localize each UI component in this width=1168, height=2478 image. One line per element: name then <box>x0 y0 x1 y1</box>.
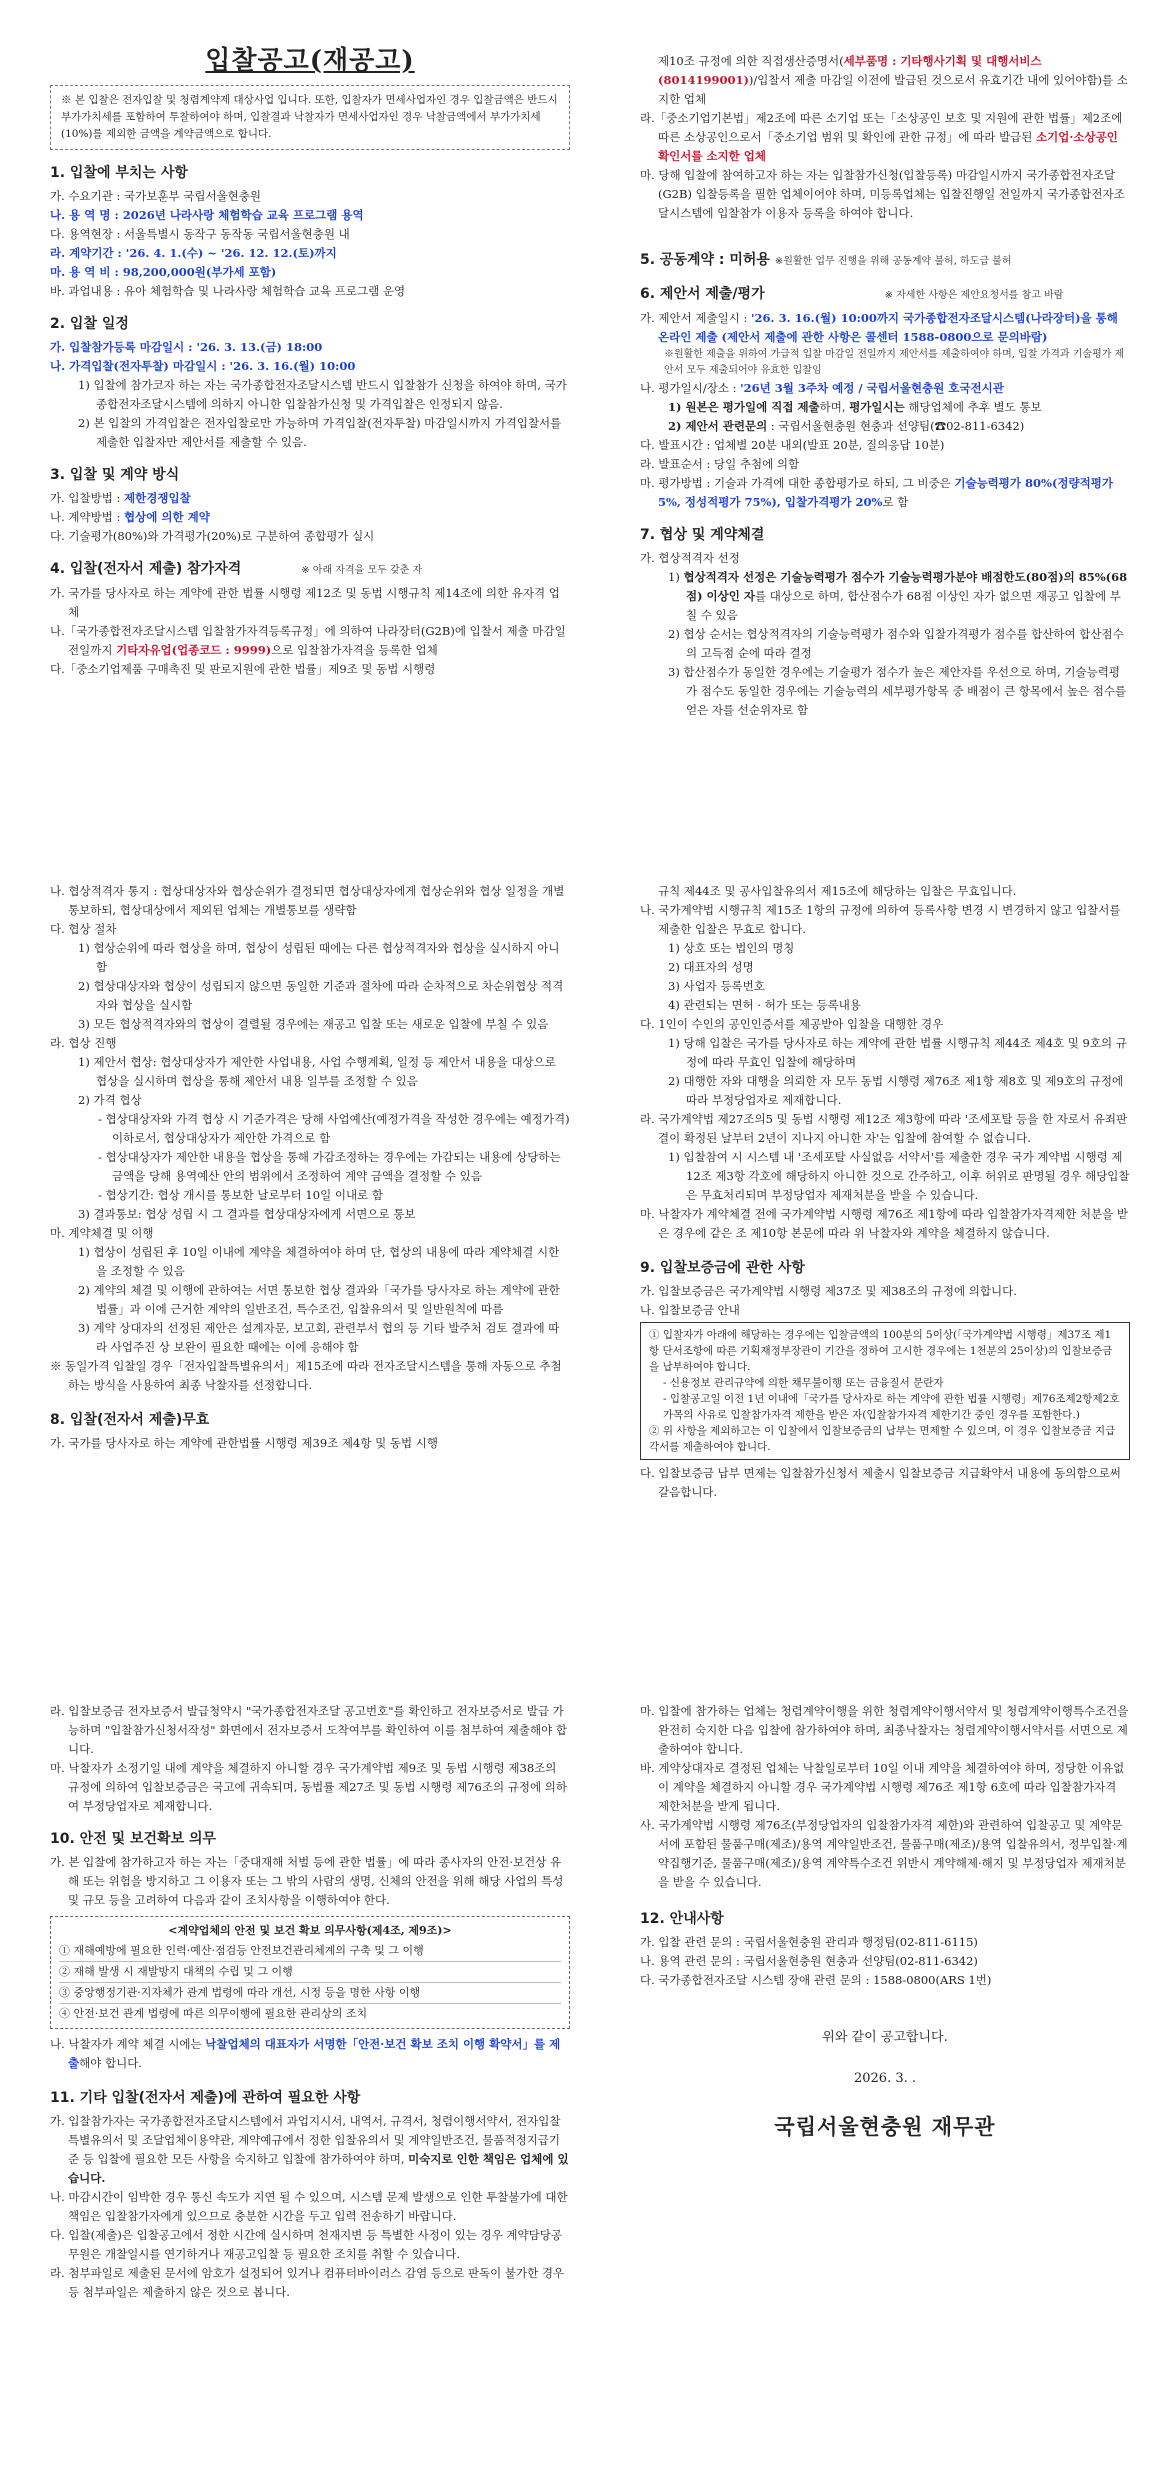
s6-subitem: 2) 제안서 관련문의 : 국립서울현충원 현충과 선양팀(☎02-811-6342) <box>668 419 1025 433</box>
s8-item: 다. 1인이 수인의 공인인증서를 제공받아 입찰을 대행한 경우 <box>640 1017 944 1031</box>
s6-item: 다. 발표시간 : 업체별 20분 내외(발표 20분, 질의응답 10분) <box>640 438 945 452</box>
deposit-guide-line: - 입찰공고일 이전 1년 이내에「국가를 당사자로 하는 계약에 관한 법률 시행령」제76조제2항제2호가목의 사유로 입찰참가자격 제한을 받은 자(입찰참가자격 제한기간 중인 경우를 포함한다.) <box>663 1393 1120 1421</box>
s9-item: 가. 입찰보증금은 국가계약법 시행령 제37조 및 제38조의 규정에 의합니다. <box>640 1284 1017 1298</box>
page-1-right-column <box>640 52 1130 720</box>
safety-duty-box-title: <계약업체의 안전 및 보건 확보 의무사항(제4조, 제9조)> <box>168 1924 452 1937</box>
s4-item: 가. 국가를 당사자로 하는 계약에 관한 법률 시행령 제12조 및 동법 시행규칙 제14조에 의한 유자격 업체 <box>50 586 560 619</box>
s11-item: 사. 국가계약법 시행령 제76조(부정당업자의 입찰참가자격 제한)와 관련하여 입찰공고 및 계약문서에 포함된 물품구매(제조)/용역 계약일반조건, 물품구매(제조)/용역 입찰유의서, 정부입찰·계약집행기준, 물품구매(제조)/용역 계약특수조건 위반시 계약해제·해지 및 부정당업자 제재처분을 받을 수 있습니다. <box>640 1818 1128 1889</box>
s7-subitem: 3) 계약 상대자의 선정된 제안은 설계자문, 보고회, 관련부서 협의 등 기타 발주처 검토 결과에 따라 사업주진 상 보완이 필요한 때에는 이에 응해야 함 <box>78 1321 560 1354</box>
section-3-heading: 3. 입찰 및 계약 방식 <box>50 467 180 483</box>
s11-item: 마. 입찰에 참가하는 업체는 청렴계약이행을 위한 청렴계약이행서약서 및 청렴계약이행특수조건을 완전히 숙지한 다음 입찰에 참가하여야 하며, 최종낙찰자는 청렴계약이행서약서를 서면으로 제출하여야 합니다. <box>640 1704 1129 1756</box>
s7-note: ※ 동일가격 입찰일 경우「전자입찰특별유의서」제15조에 따라 전자조달시스템을 통해 자동으로 추첨하는 방식을 사용하여 최종 낙찰자를 선정합니다. <box>50 1359 562 1392</box>
s8-subitem: 2) 대행한 자와 대행을 의뢰한 자 모두 동법 시행령 제76조 제1항 제8호 및 제9호의 규정에 따라 부정당업자로 제재합니다. <box>668 1074 1124 1107</box>
s2-item: 가. 입찰참가등록 마감일시 : '26. 3. 13.(금) 18:00 <box>50 340 323 354</box>
section-5-heading: 5. 공동계약 : 미허용 ※원활한 업무 진행을 위해 공동계약 불허, 하도급 불허 <box>640 252 1012 268</box>
s1-item: 다. 용역현장 : 서울특별시 동작구 동작동 국립서울현충원 내 <box>50 227 350 241</box>
page-1 <box>0 0 1168 810</box>
s8-item: 가. 국가를 당사자로 하는 계약에 관한법률 시행령 제39조 제4항 및 동법 시행 <box>50 1436 438 1450</box>
s6-item: 라. 발표순서 : 당일 추첨에 의함 <box>640 457 800 471</box>
section-4-heading: 4. 입찰(전자서 제출) 참가자격 ※ 아래 자격을 모두 갖춘 자 <box>50 561 423 577</box>
s4-item: 나.「국가종합전자조달시스템 입찰참가자격등록규정」에 의하여 나라장터(G2B)에 입찰서 제출 마감일 전일까지 기타자유업(업종코드 : 9999)으로 입찰참가자격을 등록한 업체 <box>50 624 566 657</box>
s1-item: 마. 용 역 비 : 98,200,000원(부가세 포함) <box>50 265 277 279</box>
s6-subitem: 1) 원본은 평가일에 직접 제출하며, 평가일시는 해당업체에 추후 별도 통보 <box>668 400 1042 414</box>
s3-item: 다. 기술평가(80%)와 가격평가(20%)로 구분하여 종합평가 실시 <box>50 529 375 543</box>
s8-subitem: 1) 당해 입찰은 국가를 당사자로 하는 계약에 관한 법률 시행규칙 제44조 제4호 및 9호의 규정에 따라 무효인 입찰에 해당하며 <box>668 1036 1127 1069</box>
s8-item: 나. 국가계약법 시행규칙 제15조 1항의 규정에 의하여 등록사항 변경 시 변경하지 않고 입찰서를 제출한 입찰은 무효로 합니다. <box>640 903 1121 936</box>
section-11-heading: 11. 기타 입찰(전자서 제출)에 관하여 필요한 사항 <box>50 2090 361 2106</box>
s6-item: 나. 평가일시/장소 : '26년 3월 3주차 예정 / 국립서울현충원 호국전시관 <box>640 381 1004 395</box>
deposit-guide-line: ① 입찰자가 아래에 해당하는 경우에는 입찰금액의 100분의 5이상(「국가계약법 시행령」제37조 제1항 단서조항에 따른 기획재정부장관이 기간을 정하여 고시한 경우에는 1천분의 25이상)의 입찰보증금을 납부하여야 합니다. <box>649 1329 1113 1373</box>
page-3-left-column <box>50 1702 570 2302</box>
s10-item: 나. 낙찰자가 계약 체결 시에는 낙찰업체의 대표자가 서명한「안전·보건 확보 조치 이행 확약서」를 제출해야 합니다. <box>50 2037 561 2070</box>
s7-bullet: - 협상기간: 협상 개시를 통보한 날로부터 10일 이내로 함 <box>98 1188 383 1202</box>
section-7-heading: 7. 협상 및 계약체결 <box>640 527 765 543</box>
safety-duty-item: ② 재해 발생 시 재발방지 대책의 수립 및 그 이행 <box>59 1962 561 1983</box>
s7-item: 나. 협상적격자 통지 : 협상대상자와 협상순위가 결정되면 협상대상자에게 협상순위와 협상 일정을 개별 통보하되, 협상대상에서 제외된 업체는 개별통보를 생략함 <box>50 884 565 917</box>
s6-item: 마. 평가방법 : 기술과 가격에 대한 종합평가로 하되, 그 비중은 기술능력평가 80%(정량적평가 5%, 정성적평가 75%), 입찰가격평가 20%로 함 <box>640 476 1113 509</box>
s11-item: 바. 계약상대자로 결정된 업체는 낙찰일로부터 10일 이내 계약을 체결하여야 하며, 정당한 이유없이 계약을 체결하지 아니할 경우 국가계약법 시행령 제76조 제1항 6호에 따라 입찰참가자격 제한처분을 받게 됩니다. <box>640 1761 1125 1813</box>
s12-item: 나. 용역 관련 문의 : 국립서울현충원 현충과 선양팀(02-811-6342) <box>640 1954 978 1968</box>
s4-item: 라.「중소기업기본법」제2조에 따른 소기업 또는「소상공인 보호 및 지원에 관한 법률」제2조에 따른 소상공인으로서「중소기업 범위 및 확인에 관한 규정」에 따라 발급된 소기업·소상공인 확인서를 소지한 업체 <box>640 111 1123 163</box>
section-2-heading: 2. 입찰 일정 <box>50 316 129 332</box>
page-2-right-column <box>640 882 1130 1502</box>
s1-item: 바. 과업내용 : 유아 체험학습 및 나라사랑 체험학습 교육 프로그램 운영 <box>50 284 406 298</box>
section-8-heading: 8. 입찰(전자서 제출)무효 <box>50 1412 210 1428</box>
page-3-right-column <box>640 1702 1130 2137</box>
s7-subitem: 2) 계약의 체결 및 이행에 관하여는 서면 통보한 협상 결과와「국가를 당사자로 하는 계약에 관한 법률」과 이에 근거한 계약의 일반조건, 특수조건, 입찰유의서 및 일반원칙에 따름 <box>78 1283 560 1316</box>
s7-subitem: 3) 결과통보: 협상 성립 시 그 결과를 협상대상자에게 서면으로 통보 <box>78 1207 416 1221</box>
s7-subitem: 3) 모든 협상적격자와의 협상이 결렬될 경우에는 재공고 입찰 또는 새로운 입찰에 부칠 수 있음 <box>78 1017 549 1031</box>
safety-duty-item: ① 재해예방에 필요한 인력·예산·점검등 안전보건관리체계의 구축 및 그 이행 <box>59 1941 561 1962</box>
page-2-left-column <box>50 882 570 1453</box>
s6-item: 가. 제안서 제출일시 : '26. 3. 16.(월) 10:00까지 국가종합전자조달시스템(나라장터)을 통해 온라인 제출 (제안서 제출에 관한 사항은 콜센터 1588-0800으로 문의바람) <box>640 311 1118 344</box>
s7-subitem: 1) 협상이 성립된 후 10일 이내에 계약을 체결하여야 하며 단, 협상의 내용에 따라 계약체결 시한을 조정할 수 있음 <box>78 1245 560 1278</box>
safety-duty-item: ④ 안전·보건 관계 법령에 따른 의무이행에 필요한 관리상의 조치 <box>59 2007 368 2020</box>
s7-subitem: 3) 합산점수가 동일한 경우에는 기술평가 점수가 높은 제안자를 우선으로 하며, 기술능력평가 점수도 동일한 경우에는 기술능력의 세부평가항목 중 배점이 큰 항목에서 높은 점수를 얻은 자를 선순위자로 함 <box>668 665 1127 717</box>
s12-item: 다. 국가종합전자조달 시스템 장애 관련 문의 : 1588-0800(ARS 1번) <box>640 1973 992 1987</box>
page-3 <box>0 1680 1168 2478</box>
section-10-heading: 10. 안전 및 보건확보 의무 <box>50 1831 217 1847</box>
s9-item: 라. 입찰보증금 전자보증서 발급청약시 "국가종합전자조달 공고번호"를 확인하고 전자보증서로 발급 가능하며 "입찰참가신청서작성" 화면에서 전자보증서 도착여부를 확인하여 이를 첨부하여 제출해야 합니다. <box>50 1704 567 1756</box>
s4-continued: 제10조 규정에 의한 직접생산증명서(세부품명 : 기타행사기획 및 대행서비스(8014199001))/입찰서 제출 마감일 이전에 발급된 것으로서 유효기간 내에 있어야함)를 소지한 업체 <box>658 54 1128 106</box>
s11-item: 라. 첨부파일로 제출된 문서에 암호가 설정되어 있거나 컴퓨터바이러스 감염 등으로 판독이 불가한 경우 등 첨부파일은 제출하지 않은 것으로 봅니다. <box>50 2266 565 2299</box>
s8-subitem: 1) 입찰참여 시 시스템 내 '조세포탈 사실없음 서약서'를 제출한 경우 국가 계약법 시행령 제12조 제3항 각호에 해당하지 아니한 것으로 간주하고, 이후 허위로 판명될 경우 해당입찰은 무효처리되며 부정당업자 제재처분을 받을 수 있습니다. <box>668 1150 1130 1202</box>
s9-item: 나. 입찰보증금 안내 <box>640 1303 740 1317</box>
safety-duty-item: ③ 중앙행정기관·지자체가 관계 법령에 따라 개선, 시정 등을 명한 사항 이행 <box>59 1983 561 2004</box>
s2-subitem: 1) 입찰에 참가코자 하는 자는 국가종합전자조달시스템 반드시 입찰참가 신청을 하여야 하며, 국가종합전자조달시스템에 의하지 아니한 입찰참가신청 및 가격입찰은 인정되지 않음. <box>78 378 567 411</box>
page-1-left-column <box>50 46 570 679</box>
s4-item: 마. 당해 입찰에 참여하고자 하는 자는 입찰참가신청(입찰등록) 마감일시까지 국가종합전자조달(G2B) 입찰등록을 필한 업체이어야 하며, 미등록업체는 입찰진행일 전일까지 국가종합전자조달시스템에 입찰참가 이용자 등록을 하여야 합니다. <box>640 168 1125 220</box>
s1-item: 가. 수요기관 : 국가보훈부 국립서울현충원 <box>50 189 262 203</box>
section-6-heading: 6. 제안서 제출/평가 ※ 자세한 사항은 제안요청서를 참고 바람 <box>640 286 1064 302</box>
s7-subitem: 2) 협상대상자와 협상이 성립되지 않으면 동일한 기준과 절차에 따라 순차적으로 차순위협상 적격자와 협상을 실시함 <box>78 979 564 1012</box>
s1-item: 나. 용 역 명 : 2026년 나라사랑 체험학습 교육 프로그램 용역 <box>50 208 364 222</box>
issuing-organization: 국립서울현충원 재무관 <box>774 2115 996 2139</box>
s8-item: 라. 국가계약법 제27조의5 및 동법 시행령 제12조 제3항에 따라 '조세포탈 등을 한 자로서 유죄판결이 확정된 날부터 2년이 지나지 아니한 자'는 입찰에 참여할 수 없습니다. <box>640 1112 1128 1145</box>
safety-duty-box <box>50 1916 570 2029</box>
deposit-guide-line: ② 위 사항을 제외하고는 이 입찰에서 입찰보증금의 납부는 면제할 수 있으며, 이 경우 입찰보증금 지급각서를 제출하여야 합니다. <box>649 1425 1116 1453</box>
notice-box: ※ 본 입찰은 전자입찰 및 청렴계약제 대상사업 입니다. 또한, 입찰자가 면세사업자인 경우 입찰금액은 반드시 부가가치세를 포함하여 투찰하여야 하며, 입찰결과 낙찰자가 면세사업자인 경우 낙찰금액에서 부가가치세(10%)를 제외한 금액을 계약금액으로 합니다. <box>50 85 570 150</box>
s8-subitem: 1) 상호 또는 법인의 명칭 <box>668 941 795 955</box>
deposit-guide-line: - 신용정보 관리규약에 의한 채무불이행 또는 금융질서 문란자 <box>663 1377 944 1389</box>
section-9-heading: 9. 입찰보증금에 관한 사항 <box>640 1260 805 1276</box>
s7-subitem: 1) 협상적격자 선정은 기술능력평가 점수가 기술능력평가분야 배점한도(80점)의 85%(68점) 이상인 자를 대상으로 하며, 합산점수가 68점 이상인 자가 없으면 재공고 입찰에 부칠 수 있음 <box>668 570 1128 622</box>
s2-item: 나. 가격입찰(전자투찰) 마감일시 : '26. 3. 16.(월) 10:00 <box>50 359 356 373</box>
s1-item: 라. 계약기간 : '26. 4. 1.(수) ~ '26. 12. 12.(토)까지 <box>50 246 337 260</box>
s9-item: 마. 낙찰자가 소정기일 내에 계약을 체결하지 아니할 경우 국가계약법 제9조 및 동법 시행령 제38조의 규정에 의하여 입찰보증금은 국고에 귀속되며, 동법률 제27조 및 동법 시행령 제76조의 규정에 의하여 부정당업자로 제재합니다. <box>50 1761 567 1813</box>
s7-subitem: 2) 협상 순서는 협상적격자의 기술능력평가 점수와 입찰가격평가 점수를 합산하여 합산점수의 고득점 순에 따라 결정 <box>668 627 1124 660</box>
s8-subitem: 4) 관련되는 면허 · 허가 또는 등록내용 <box>668 998 861 1012</box>
deposit-guide-box <box>640 1322 1130 1460</box>
s8-subitem: 2) 대표자의 성명 <box>668 960 754 974</box>
s7-subitem: 1) 협상순위에 따라 협상을 하며, 협상이 성립된 때에는 다른 협상적격자와 협상을 실시하지 아니함 <box>78 941 560 974</box>
s8-item: 마. 낙찰자가 계약체결 전에 국가계약법 시행령 제76조 제1항에 따라 입찰참가자격제한 처분을 받은 경우에 같은 조 제10항 본문에 따라 위 낙찰자와 계약을 체결하지 않습니다. <box>640 1207 1128 1240</box>
s10-item: 가. 본 입찰에 참가하고자 하는 자는「중대재해 처벌 등에 관한 법률」에 따라 종사자의 안전·보건상 유해 또는 위험을 방지하고 그 이용자 또는 그 밖의 사람의 생명, 신체의 안전을 위해 해당 사업의 특성 및 규모 등을 고려하여 다음과 같이 조치사항을 이행하여야 한다. <box>50 1855 564 1907</box>
s11-item: 다. 입찰(제출)은 입찰공고에서 정한 시간에 실시하며 천재지변 등 특별한 사정이 있는 경우 계약담당공무원은 개찰일시를 연기하거나 재공고입찰 등 필요한 조치를 취할 수 있습니다. <box>50 2228 562 2261</box>
s2-subitem: 2) 본 입찰의 가격입찰은 전자입찰로만 가능하며 가격입찰(전자투찰) 마감일시까지 가격입찰서를 제출한 입찰자만 제안서를 제출할 수 있음. <box>78 416 562 449</box>
page-title: 입찰공고(재공고) <box>205 46 415 76</box>
s3-item: 나. 계약방법 : 협상에 의한 계약 <box>50 510 210 524</box>
closing-statement: 위와 같이 공고합니다. <box>822 2030 948 2045</box>
s7-subitem: 1) 제안서 협상: 협상대상자가 제안한 사업내용, 사업 수행계획, 일정 등 제안서 내용을 대상으로 협상을 실시하며 협상을 통해 제안서 내용 일부를 조정할 수 있음 <box>78 1055 556 1088</box>
section-1-heading: 1. 입찰에 부치는 사항 <box>50 165 188 181</box>
s12-item: 가. 입찰 관련 문의 : 국립서울현충원 관리과 행정팀(02-811-6115) <box>640 1935 978 1949</box>
s4-item: 다.「중소기업제품 구매촉진 및 판로지원에 관한 법률」제9조 및 동법 시행령 <box>50 662 436 676</box>
s7-bullet: - 협상대상자와 가격 협상 시 기준가격은 당해 사업예산(예정가격을 작성한 경우에는 예정가격) 이하로서, 협상대상자가 제안한 가격으로 함 <box>98 1112 570 1145</box>
s11-item: 가. 입찰참가자는 국가종합전자조달시스템에서 과업지시서, 내역서, 규격서, 청렴이행서약서, 전자입찰 특별유의서 및 조달업체이용약관, 계약예규에서 정한 입찰유의서 및 계약일반조건, 물품적정지급기준 등 입찰에 필요한 모든 사항을 숙지하고 입찰에 참가하여야 하며, 미숙지로 인한 책임은 업체에 있습니다. <box>50 2114 569 2185</box>
page-2 <box>0 850 1168 1650</box>
s7-item: 다. 협상 절차 <box>50 922 117 936</box>
s8-continued: 규칙 제44조 및 공사입찰유의서 제15조에 해당하는 입찰은 무효입니다. <box>658 884 1017 898</box>
section-12-heading: 12. 안내사항 <box>640 1911 724 1927</box>
s8-subitem: 3) 사업자 등록번호 <box>668 979 765 993</box>
s11-item: 나. 마감시간이 임박한 경우 통신 속도가 지연 될 수 있으며, 시스템 문제 발생으로 인한 투찰불가에 대한 책임은 입찰참가자에게 있으므로 충분한 시간을 두고 입력 전송하기 바랍니다. <box>50 2190 568 2223</box>
s7-subitem: 2) 가격 협상 <box>78 1093 142 1107</box>
s3-item: 가. 입찰방법 : 제한경쟁입찰 <box>50 491 191 505</box>
s7-item: 라. 협상 진행 <box>50 1036 117 1050</box>
notice-date: 2026. 3. . <box>853 2071 917 2086</box>
s7-item: 가. 협상적격자 선정 <box>640 551 740 565</box>
s6-note: ※원활한 제출을 위하여 가급적 입찰 마감일 전일까지 제안서를 제출하여야 하며, 입찰 가격과 기술평가 제안서 모두 제출되어야 유효한 입찰임 <box>664 349 1125 376</box>
s9-item: 다. 입찰보증금 납부 면제는 입찰참가신청서 제출시 입찰보증금 지급확약서 내용에 동의함으로써 갈음합니다. <box>640 1466 1121 1499</box>
s7-item: 마. 계약체결 및 이행 <box>50 1226 154 1240</box>
s7-bullet: - 협상대상자가 제안한 내용을 협상을 통해 가감조정하는 경우에는 가감되는 내용에 상당하는 금액을 당해 용역예산 안의 범위에서 조정하여 계약 금액을 결정할 수 있음 <box>98 1150 561 1183</box>
